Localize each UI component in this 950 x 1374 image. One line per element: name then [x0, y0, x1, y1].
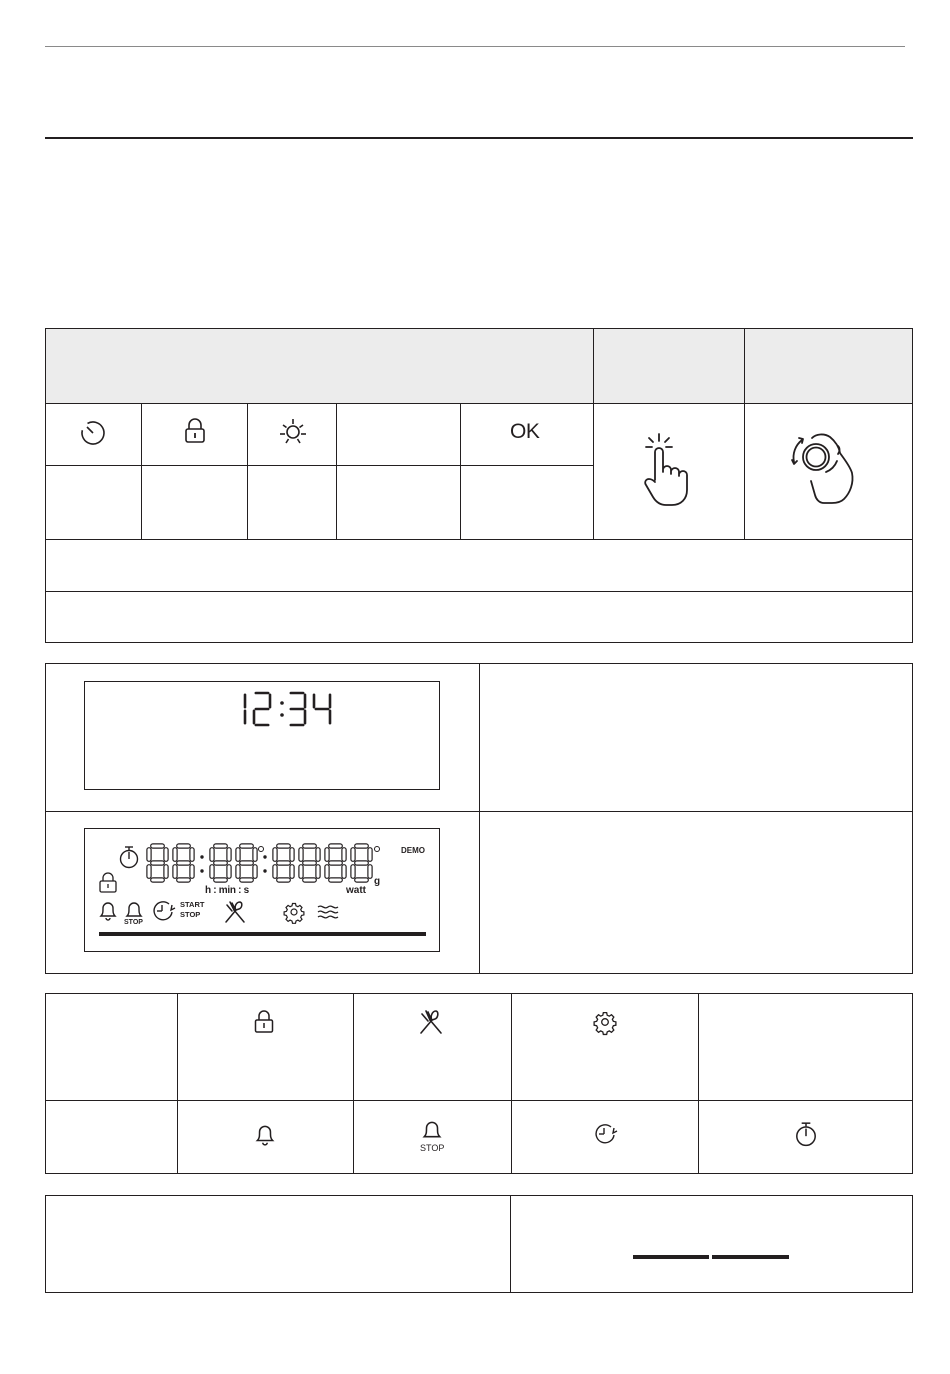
clock-digit-2 — [254, 693, 270, 725]
indicator-bell-icon — [254, 1122, 276, 1146]
divider — [247, 403, 248, 539]
ok-label: OK — [510, 420, 540, 443]
indicator-lock-icon — [254, 1010, 274, 1034]
divider — [45, 811, 913, 812]
divider — [511, 993, 512, 1174]
divider — [744, 329, 745, 539]
controls-header-row — [46, 329, 912, 403]
full-digit-g3 — [353, 846, 370, 880]
clock-colon-dot-2 — [280, 713, 284, 717]
full-digit-g3 — [301, 846, 318, 880]
unit-hmin: h : min : s — [205, 885, 249, 896]
divider — [45, 539, 913, 540]
indicator-bar-left — [633, 1255, 709, 1259]
divider — [479, 663, 480, 974]
full-display-segments — [144, 842, 384, 886]
full-digit-g2 — [212, 846, 229, 880]
display-settings-icon — [284, 902, 304, 922]
divider — [336, 403, 337, 539]
touch-hand-icon — [640, 432, 692, 508]
divider — [698, 993, 699, 1174]
full-colon-1-dot-2 — [200, 869, 203, 872]
full-digit-g1 — [175, 846, 192, 880]
divider — [593, 329, 594, 539]
divider — [177, 993, 178, 1174]
indicator-table — [45, 993, 913, 1174]
full-digit-g1 — [149, 846, 166, 880]
display-steam-icon — [317, 904, 339, 920]
clock-digit-4 — [314, 695, 330, 723]
display-bell-icon — [98, 899, 118, 921]
divider — [510, 1195, 511, 1293]
divider — [460, 403, 461, 539]
display-timer-icon — [119, 845, 139, 869]
display-bell-stop-label: STOP — [124, 919, 143, 926]
divider — [353, 993, 354, 1174]
indicator-delay-start-icon — [592, 1122, 620, 1146]
oven-light-icon — [278, 417, 308, 447]
demo-label: DEMO — [401, 846, 425, 855]
indicator-timer-icon — [794, 1121, 818, 1147]
degree-mark-2 — [374, 846, 380, 852]
display-bell-stop-icon — [124, 899, 144, 919]
display-delay-start-icon — [150, 899, 178, 923]
full-colon-1-dot-1 — [200, 855, 203, 858]
clock-time-segments — [225, 690, 335, 730]
indicator-bell-stop-icon — [421, 1118, 443, 1140]
clock-colon-dot-1 — [280, 701, 284, 705]
divider — [45, 465, 593, 466]
degree-mark-1 — [258, 846, 264, 852]
divider — [45, 591, 913, 592]
display-stop-label: STOP — [180, 910, 201, 919]
clock-digit-3 — [291, 693, 305, 725]
bar-table — [45, 1195, 913, 1293]
indicator-cooking-icon — [419, 1009, 443, 1035]
full-colon-2-dot-2 — [263, 869, 266, 872]
unit-watt: watt — [346, 885, 366, 896]
full-colon-2-dot-1 — [263, 855, 266, 858]
divider — [45, 403, 913, 404]
indicator-bar-right — [712, 1255, 789, 1259]
display-cooking-icon — [224, 900, 246, 924]
lock-icon — [184, 418, 206, 444]
top-rule — [45, 46, 905, 47]
indicator-bell-stop-label: STOP — [420, 1143, 445, 1153]
progress-bar — [99, 932, 426, 936]
full-digit-g2 — [238, 846, 255, 880]
divider — [45, 1100, 913, 1101]
indicator-settings-icon — [594, 1011, 616, 1033]
section-rule — [45, 137, 913, 139]
rotary-knob-icon — [786, 428, 856, 508]
unit-g: g — [374, 876, 381, 887]
display-start-label: START — [180, 900, 205, 909]
divider — [141, 403, 142, 539]
display-lock-icon — [99, 873, 117, 893]
timer-icon — [80, 420, 106, 446]
full-digit-g3 — [327, 846, 344, 880]
full-digit-g3 — [275, 846, 292, 880]
